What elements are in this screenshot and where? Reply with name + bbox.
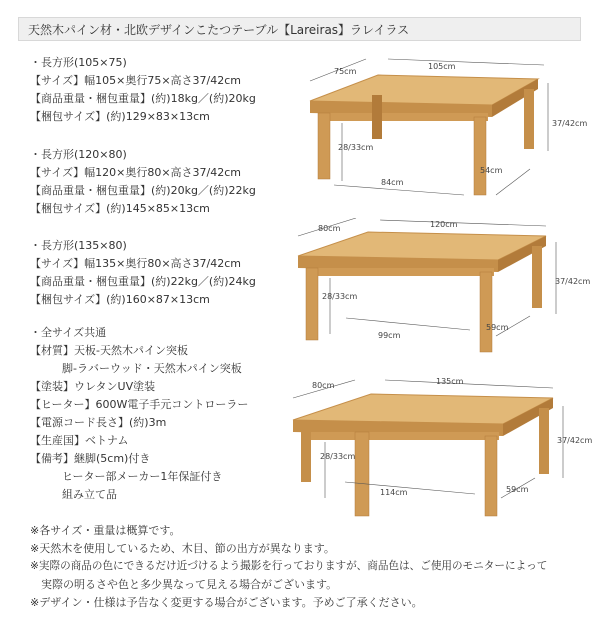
spec-weight: 【商品重量・梱包重量】(約)22kg／(約)24kg: [30, 275, 256, 288]
common-remarks: 【備考】継脚(5cm)付き: [30, 452, 151, 465]
common-heater: 【ヒーター】600W電子手元コントローラー: [30, 398, 249, 411]
common-coating: 【塗装】ウレタンUV塗装: [30, 380, 156, 393]
dim-inner-height: 28/33cm: [338, 143, 374, 152]
dim-inner-depth: 54cm: [480, 166, 503, 175]
spec-heading: ・長方形(120×80): [30, 148, 127, 161]
spec-heading: ・長方形(135×80): [30, 239, 127, 252]
dim-inner-width: 114cm: [380, 488, 408, 497]
spec-heading: ・長方形(105×75): [30, 56, 127, 69]
note-2: ※天然木を使用しているため、木目、節の出方が異なります。: [30, 542, 335, 555]
dim-height: 37/42cm: [552, 119, 588, 128]
dim-height: 37/42cm: [557, 436, 593, 445]
note-3: ※実際の商品の色にできるだけ近づけるよう撮影を行っておりますが、商品色は、ご使用のモニターによって: [30, 560, 548, 572]
common-heading: ・全サイズ共通: [30, 326, 107, 339]
note-5: ※デザイン・仕様は予告なく変更する場合がございます。予めご了承ください。: [30, 596, 423, 609]
spec-package: 【梱包サイズ】(約)145×85×13cm: [30, 202, 210, 215]
spec-package: 【梱包サイズ】(約)160×87×13cm: [30, 293, 210, 306]
dim-depth: 80cm: [318, 224, 341, 233]
common-cord: 【電源コード長さ】(約)3m: [30, 416, 167, 429]
page-header: [18, 17, 581, 41]
page-title: 天然木パイン材・北欧デザインこたつテーブル【Lareiras】ラレイラス: [28, 23, 410, 37]
dim-width: 120cm: [430, 220, 458, 229]
table-illustration-105x75: [300, 55, 590, 205]
dim-depth: 80cm: [312, 381, 335, 390]
dim-inner-width: 99cm: [378, 331, 401, 340]
common-material-legs: 脚-ラバーウッド・天然木パイン突板: [62, 362, 242, 375]
spec-size: 【サイズ】幅105×奥行75×高さ37/42cm: [30, 74, 242, 87]
common-warranty: ヒーター部メーカー1年保証付き: [62, 470, 223, 483]
dim-width: 135cm: [436, 377, 464, 386]
spec-weight: 【商品重量・梱包重量】(約)18kg／(約)20kg: [30, 92, 256, 105]
dim-inner-width: 84cm: [381, 178, 404, 187]
note-1: ※各サイズ・重量は概算です。: [30, 524, 181, 537]
dim-inner-height: 28/33cm: [322, 292, 358, 301]
note-4: 実際の明るさや色と多少異なって見える場合がございます。: [41, 578, 338, 591]
spec-size: 【サイズ】幅120×奥行80×高さ37/42cm: [30, 166, 242, 179]
dim-depth: 75cm: [334, 67, 357, 76]
table-illustration-135x80: [285, 378, 593, 523]
dim-inner-depth: 59cm: [486, 323, 509, 332]
dim-inner-height: 28/33cm: [320, 452, 356, 461]
dim-height: 37/42cm: [555, 277, 591, 286]
spec-weight: 【商品重量・梱包重量】(約)20kg／(約)22kg: [30, 184, 256, 197]
common-assembly: 組み立て品: [62, 488, 117, 501]
table-illustration-120x80: [290, 218, 590, 358]
dim-inner-depth: 59cm: [506, 485, 529, 494]
spec-size: 【サイズ】幅135×奥行80×高さ37/42cm: [30, 257, 242, 270]
common-origin: 【生産国】ベトナム: [30, 434, 129, 447]
dim-width: 105cm: [428, 62, 456, 71]
common-material: 【材質】天板-天然木パイン突板: [30, 344, 188, 357]
spec-package: 【梱包サイズ】(約)129×83×13cm: [30, 110, 210, 123]
